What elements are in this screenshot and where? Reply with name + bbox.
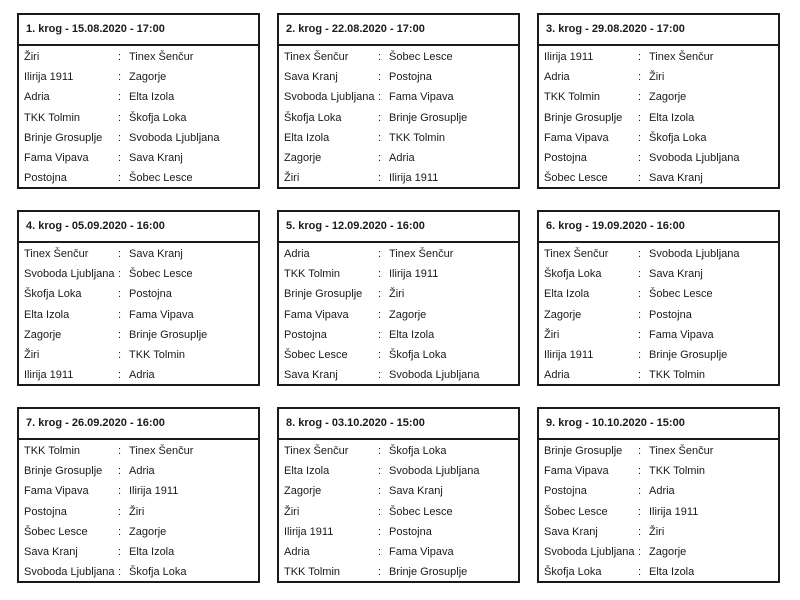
match-separator: : [638, 348, 642, 361]
match-row [539, 481, 778, 501]
away-team: Adria [389, 151, 415, 164]
away-team: Adria [649, 485, 675, 498]
away-team: Ilirija 1911 [389, 268, 439, 281]
away-team: Svoboda Ljubljana [649, 248, 740, 260]
match-separator: : [638, 308, 642, 321]
match-separator: : [378, 445, 382, 457]
match-separator: : [118, 151, 122, 164]
match-row [279, 345, 518, 365]
match-row [19, 502, 258, 522]
match-list [539, 243, 778, 385]
match-separator: : [118, 348, 122, 361]
match-separator: : [378, 91, 382, 104]
match-separator: : [638, 525, 642, 538]
match-row [279, 264, 518, 284]
home-team: Adria [544, 71, 570, 84]
round-title: 8. krog - 03.10.2020 - 15:00 [279, 409, 518, 440]
match-separator: : [118, 445, 122, 457]
round-card [277, 210, 520, 386]
round-title: 5. krog - 12.09.2020 - 16:00 [279, 212, 518, 243]
away-team: Postojna [129, 288, 172, 301]
away-team: TKK Tolmin [129, 348, 186, 361]
home-team: Škofja Loka [544, 268, 602, 281]
match-separator: : [638, 445, 642, 457]
match-row [19, 481, 258, 501]
match-row [19, 284, 258, 304]
match-row [539, 345, 778, 365]
away-team: Postojna [389, 525, 432, 538]
match-row [279, 168, 518, 188]
match-list [19, 46, 258, 188]
match-row [539, 67, 778, 87]
match-row [279, 522, 518, 542]
match-row [19, 305, 258, 325]
match-row [539, 365, 778, 385]
match-row [279, 305, 518, 325]
home-team: Svoboda Ljubljana [284, 91, 375, 104]
home-team: Postojna [284, 328, 327, 341]
match-list [19, 243, 258, 385]
match-row [279, 461, 518, 481]
round-title: 9. krog - 10.10.2020 - 15:00 [539, 409, 778, 440]
match-row [539, 244, 778, 264]
match-row [279, 542, 518, 562]
home-team: Žiri [24, 51, 40, 63]
home-team: Ilirija 1911 [24, 71, 74, 84]
match-separator: : [378, 566, 382, 579]
away-team: Brinje Grosuplje [649, 348, 728, 361]
away-team: Sava Kranj [129, 248, 183, 260]
home-team: Svoboda Ljubljana [24, 268, 115, 281]
away-team: Zagorje [129, 525, 167, 538]
away-team: Fama Vipava [129, 308, 194, 321]
match-row [279, 128, 518, 148]
round-card [277, 13, 520, 189]
home-team: Žiri [284, 505, 300, 518]
home-team: Fama Vipava [544, 465, 609, 478]
match-row [539, 148, 778, 168]
match-row [539, 441, 778, 461]
round-card [537, 13, 780, 189]
match-separator: : [638, 131, 642, 144]
home-team: Fama Vipava [24, 151, 89, 164]
away-team: Sava Kranj [649, 268, 703, 281]
away-team: Elta Izola [389, 328, 435, 341]
away-team: Šobec Lesce [389, 51, 453, 63]
away-team: Brinje Grosuplje [389, 111, 468, 124]
home-team: Tinex Šenčur [284, 51, 349, 63]
home-team: Fama Vipava [24, 485, 89, 498]
match-separator: : [118, 545, 122, 558]
match-list [279, 46, 518, 188]
home-team: Brinje Grosuplje [24, 465, 103, 478]
home-team: Zagorje [24, 328, 62, 341]
away-team: Škofja Loka [129, 566, 187, 579]
match-separator: : [378, 268, 382, 281]
match-separator: : [378, 525, 382, 538]
match-row [19, 542, 258, 562]
match-separator: : [638, 328, 642, 341]
home-team: Brinje Grosuplje [284, 288, 363, 301]
home-team: Sava Kranj [24, 545, 78, 558]
away-team: Svoboda Ljubljana [389, 465, 480, 478]
match-row [19, 128, 258, 148]
match-separator: : [378, 348, 382, 361]
home-team: Adria [24, 91, 50, 104]
home-team: Elta Izola [24, 308, 70, 321]
home-team: TKK Tolmin [24, 111, 81, 124]
match-row [19, 522, 258, 542]
home-team: Zagorje [544, 308, 582, 321]
match-separator: : [638, 505, 642, 518]
match-separator: : [378, 111, 382, 124]
home-team: Postojna [24, 172, 67, 185]
match-row [19, 244, 258, 264]
away-team: Tinex Šenčur [389, 248, 454, 260]
away-team: Ilirija 1911 [389, 172, 439, 185]
away-team: Adria [129, 465, 155, 478]
match-row [539, 461, 778, 481]
match-row [539, 87, 778, 107]
round-card [17, 210, 260, 386]
match-separator: : [378, 288, 382, 301]
match-row [539, 47, 778, 67]
away-team: Fama Vipava [649, 328, 714, 341]
match-row [279, 562, 518, 582]
away-team: Elta Izola [129, 545, 175, 558]
match-separator: : [638, 545, 642, 558]
home-team: TKK Tolmin [284, 566, 341, 579]
match-separator: : [118, 131, 122, 144]
match-row [539, 284, 778, 304]
home-team: Tinex Šenčur [544, 248, 609, 260]
match-list [539, 440, 778, 582]
match-row [539, 108, 778, 128]
away-team: Sava Kranj [129, 151, 183, 164]
match-row [19, 67, 258, 87]
home-team: Sava Kranj [284, 71, 338, 84]
away-team: TKK Tolmin [649, 369, 706, 382]
away-team: Tinex Šenčur [649, 445, 714, 457]
match-separator: : [638, 268, 642, 281]
match-row [279, 365, 518, 385]
home-team: Adria [284, 545, 310, 558]
match-row [279, 244, 518, 264]
round-card [537, 210, 780, 386]
match-separator: : [638, 172, 642, 185]
home-team: Postojna [544, 485, 587, 498]
away-team: Škofja Loka [389, 348, 447, 361]
home-team: Fama Vipava [284, 308, 349, 321]
home-team: TKK Tolmin [544, 91, 601, 104]
match-separator: : [378, 328, 382, 341]
home-team: Adria [284, 248, 310, 260]
away-team: Svoboda Ljubljana [649, 151, 740, 164]
round-card [17, 407, 260, 583]
home-team: Svoboda Ljubljana [544, 545, 635, 558]
away-team: Svoboda Ljubljana [389, 369, 480, 382]
match-row [19, 87, 258, 107]
away-team: Tinex Šenčur [129, 51, 194, 63]
home-team: Brinje Grosuplje [544, 445, 623, 457]
away-team: Šobec Lesce [129, 172, 193, 185]
match-row [279, 67, 518, 87]
match-separator: : [638, 465, 642, 478]
match-separator: : [118, 308, 122, 321]
away-team: Postojna [389, 71, 432, 84]
away-team: Zagorje [649, 545, 687, 558]
match-row [19, 47, 258, 67]
match-separator: : [118, 248, 122, 260]
match-separator: : [638, 248, 642, 260]
home-team: Adria [544, 369, 570, 382]
home-team: Ilirija 1911 [544, 51, 594, 63]
home-team: Sava Kranj [284, 369, 338, 382]
match-row [279, 481, 518, 501]
match-separator: : [638, 151, 642, 164]
match-row [19, 108, 258, 128]
away-team: Žiri [649, 71, 665, 84]
away-team: Svoboda Ljubljana [129, 131, 220, 144]
match-row [279, 325, 518, 345]
home-team: Žiri [544, 328, 560, 341]
match-row [19, 441, 258, 461]
round-card [277, 407, 520, 583]
match-row [19, 168, 258, 188]
match-separator: : [378, 172, 382, 185]
match-row [19, 264, 258, 284]
away-team: TKK Tolmin [389, 131, 446, 144]
match-separator: : [378, 51, 382, 63]
match-row [539, 264, 778, 284]
match-separator: : [118, 505, 122, 518]
match-separator: : [118, 369, 122, 382]
away-team: Fama Vipava [389, 91, 454, 104]
away-team: Škofja Loka [649, 131, 707, 144]
home-team: Sava Kranj [544, 525, 598, 538]
match-row [539, 542, 778, 562]
home-team: Elta Izola [544, 288, 590, 301]
home-team: Postojna [544, 151, 587, 164]
match-separator: : [638, 566, 642, 579]
match-separator: : [378, 369, 382, 382]
match-row [279, 148, 518, 168]
round-title: 1. krog - 15.08.2020 - 17:00 [19, 15, 258, 46]
match-row [19, 562, 258, 582]
away-team: Tinex Šenčur [129, 445, 194, 457]
home-team: TKK Tolmin [284, 268, 341, 281]
match-separator: : [638, 369, 642, 382]
away-team: TKK Tolmin [649, 465, 706, 478]
match-row [539, 522, 778, 542]
home-team: Šobec Lesce [544, 172, 608, 185]
away-team: Sava Kranj [389, 485, 443, 498]
match-row [19, 148, 258, 168]
match-row [279, 87, 518, 107]
home-team: Zagorje [284, 485, 322, 498]
match-row [279, 441, 518, 461]
away-team: Šobec Lesce [129, 268, 193, 281]
match-row [19, 325, 258, 345]
match-separator: : [378, 465, 382, 478]
away-team: Škofja Loka [129, 111, 187, 124]
match-separator: : [118, 566, 122, 579]
round-title: 6. krog - 19.09.2020 - 16:00 [539, 212, 778, 243]
match-separator: : [378, 308, 382, 321]
away-team: Postojna [649, 308, 692, 321]
match-list [19, 440, 258, 582]
match-separator: : [118, 172, 122, 185]
match-separator: : [378, 545, 382, 558]
match-separator: : [638, 51, 642, 63]
home-team: Elta Izola [284, 131, 330, 144]
away-team: Žiri [649, 525, 665, 538]
match-row [19, 345, 258, 365]
round-card [537, 407, 780, 583]
away-team: Brinje Grosuplje [129, 328, 208, 341]
home-team: Postojna [24, 505, 67, 518]
away-team: Zagorje [649, 91, 687, 104]
away-team: Elta Izola [129, 91, 175, 104]
match-row [19, 461, 258, 481]
home-team: Šobec Lesce [24, 525, 88, 538]
home-team: Škofja Loka [284, 111, 342, 124]
match-separator: : [638, 71, 642, 84]
match-row [539, 502, 778, 522]
home-team: Žiri [24, 348, 40, 361]
home-team: Šobec Lesce [544, 505, 608, 518]
match-separator: : [378, 248, 382, 260]
home-team: Svoboda Ljubljana [24, 566, 115, 579]
away-team: Ilirija 1911 [129, 485, 179, 498]
away-team: Žiri [129, 505, 145, 518]
away-team: Tinex Šenčur [649, 51, 714, 63]
match-separator: : [378, 131, 382, 144]
away-team: Šobec Lesce [649, 288, 713, 301]
match-list [279, 440, 518, 582]
match-separator: : [118, 71, 122, 84]
away-team: Adria [129, 369, 155, 382]
round-title: 2. krog - 22.08.2020 - 17:00 [279, 15, 518, 46]
match-separator: : [638, 111, 642, 124]
home-team: Šobec Lesce [284, 348, 348, 361]
match-separator: : [638, 288, 642, 301]
match-list [279, 243, 518, 385]
match-row [539, 168, 778, 188]
away-team: Zagorje [129, 71, 167, 84]
match-separator: : [118, 328, 122, 341]
match-separator: : [378, 151, 382, 164]
away-team: Škofja Loka [389, 445, 447, 457]
home-team: Brinje Grosuplje [544, 111, 623, 124]
match-row [279, 47, 518, 67]
match-separator: : [118, 525, 122, 538]
away-team: Sava Kranj [649, 172, 703, 185]
home-team: Zagorje [284, 151, 322, 164]
match-row [539, 562, 778, 582]
home-team: Tinex Šenčur [284, 445, 349, 457]
match-row [279, 108, 518, 128]
away-team: Ilirija 1911 [649, 505, 699, 518]
match-separator: : [118, 485, 122, 498]
match-list [539, 46, 778, 188]
match-separator: : [378, 485, 382, 498]
away-team: Fama Vipava [389, 545, 454, 558]
away-team: Brinje Grosuplje [389, 566, 468, 579]
match-separator: : [118, 465, 122, 478]
home-team: Brinje Grosuplje [24, 131, 103, 144]
match-separator: : [118, 51, 122, 63]
away-team: Žiri [389, 288, 405, 301]
round-title: 4. krog - 05.09.2020 - 16:00 [19, 212, 258, 243]
match-separator: : [638, 91, 642, 104]
match-separator: : [378, 505, 382, 518]
home-team: Ilirija 1911 [24, 369, 74, 382]
match-separator: : [118, 288, 122, 301]
match-separator: : [638, 485, 642, 498]
away-team: Elta Izola [649, 111, 695, 124]
match-row [539, 128, 778, 148]
home-team: Ilirija 1911 [544, 348, 594, 361]
match-row [539, 305, 778, 325]
away-team: Elta Izola [649, 566, 695, 579]
home-team: TKK Tolmin [24, 445, 81, 457]
home-team: Škofja Loka [544, 566, 602, 579]
match-separator: : [118, 91, 122, 104]
home-team: Fama Vipava [544, 131, 609, 144]
away-team: Zagorje [389, 308, 427, 321]
match-row [279, 284, 518, 304]
match-separator: : [118, 268, 122, 281]
round-title: 7. krog - 26.09.2020 - 16:00 [19, 409, 258, 440]
home-team: Škofja Loka [24, 288, 82, 301]
home-team: Ilirija 1911 [284, 525, 334, 538]
match-row [539, 325, 778, 345]
match-row [279, 502, 518, 522]
away-team: Šobec Lesce [389, 505, 453, 518]
match-separator: : [378, 71, 382, 84]
home-team: Žiri [284, 172, 300, 185]
match-row [19, 365, 258, 385]
round-card [17, 13, 260, 189]
match-separator: : [118, 111, 122, 124]
home-team: Tinex Šenčur [24, 248, 89, 260]
home-team: Elta Izola [284, 465, 330, 478]
round-title: 3. krog - 29.08.2020 - 17:00 [539, 15, 778, 46]
